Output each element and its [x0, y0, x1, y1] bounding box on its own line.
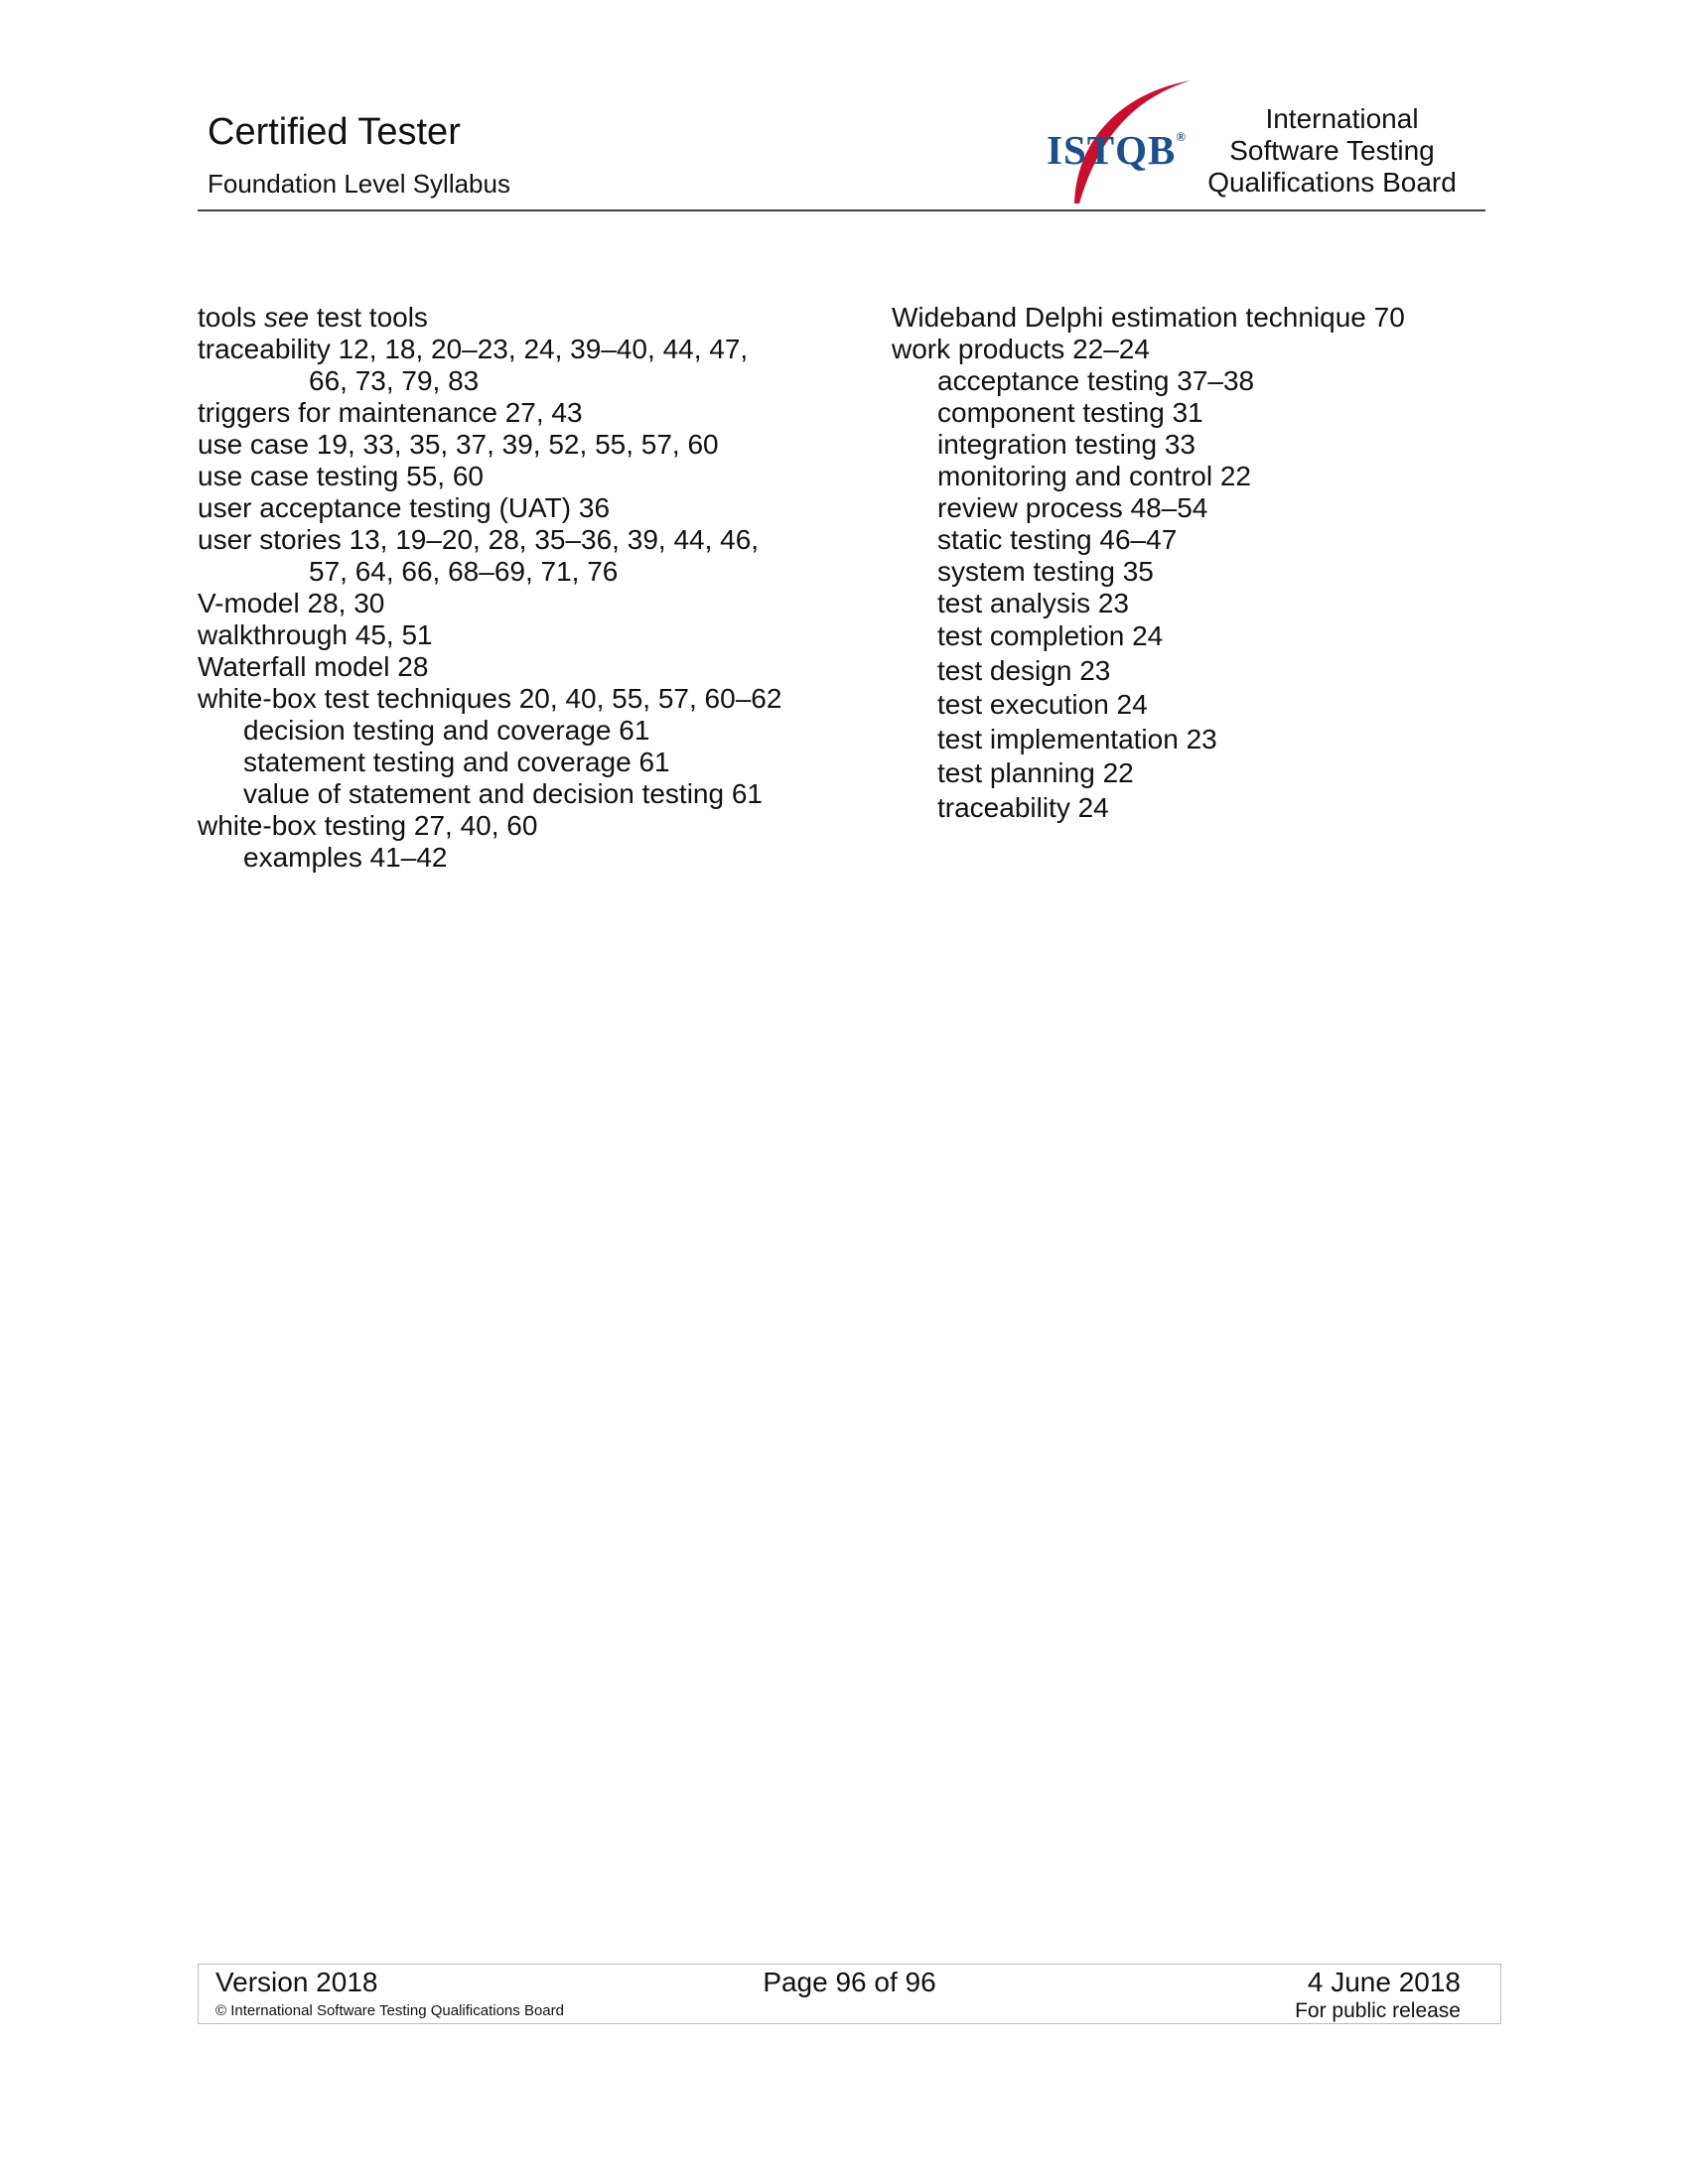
index-entry-text: triggers for maintenance 27, 43 [198, 397, 583, 428]
index-subentry: test completion 24 [937, 620, 1164, 651]
index-entry-text: decision testing and coverage 61 [243, 715, 650, 746]
index-entry-text: Waterfall model 28 [198, 651, 429, 682]
index-subentry: test implementation 23 [937, 723, 1217, 754]
index-entry [198, 619, 813, 651]
index-subentry [198, 778, 813, 810]
index-subentry: acceptance testing 37–38 [937, 365, 1255, 396]
index-subentry [198, 747, 813, 778]
index-subentry [198, 842, 813, 874]
index-subentry [198, 715, 813, 747]
index-entry-text: tools [198, 302, 264, 333]
index-subentry: monitoring and control 22 [937, 461, 1251, 491]
index-entry [198, 461, 813, 492]
index-subentry: review process 48–54 [937, 492, 1208, 523]
footer-date: 4 June 2018 [1307, 1967, 1461, 1997]
index-entry [198, 492, 813, 524]
index-subentry: test analysis 23 [937, 588, 1129, 618]
page-header [198, 69, 1485, 211]
index-entry-text: user stories 13, 19–20, 28, 35–36, 39, 44, 46, [198, 524, 760, 555]
index-entry [198, 588, 813, 619]
index-entry [198, 683, 813, 715]
org-line: Qualifications Board [1207, 167, 1457, 198]
index-entry [198, 429, 813, 461]
index-subentry: system testing 35 [937, 556, 1154, 587]
index-entry-text: V-model 28, 30 [198, 588, 385, 618]
index-entry-text: use case testing 55, 60 [198, 461, 484, 491]
index-entry-text: user acceptance testing (UAT) 36 [198, 492, 611, 523]
org-line: International [1265, 103, 1419, 134]
index-entry: work products 22–24 [892, 334, 1150, 364]
index-subentry: test design 23 [937, 654, 1111, 686]
index-entry-text: examples 41–42 [243, 842, 448, 873]
footer-copyright: © International Software Testing Qualifications Board [215, 2002, 564, 2019]
index-entry-text: walkthrough 45, 51 [198, 619, 433, 650]
index-subentry: test planning 22 [937, 757, 1134, 788]
index-entry-continuation: 66, 73, 79, 83 [309, 365, 480, 396]
footer-version: Version 2018 [215, 1967, 378, 1997]
istqb-logo [1047, 74, 1191, 205]
index-entry [198, 810, 813, 842]
index-entry [198, 397, 813, 429]
registered-mark: ® [1176, 129, 1188, 144]
index-entry [198, 524, 813, 588]
logo-text: ISTQB [1047, 127, 1177, 173]
index-cross-reference: see [263, 302, 310, 333]
index-entry-continuation: 57, 64, 66, 68–69, 71, 76 [309, 556, 619, 587]
footer-page-number: Page 96 of 96 [763, 1967, 936, 1997]
index-subentry: traceability 24 [937, 791, 1109, 823]
org-line: Software Testing [1229, 135, 1435, 166]
index-subentry: test execution 24 [937, 689, 1148, 720]
index-entry-text: white-box testing 27, 40, 60 [198, 810, 538, 841]
index-entry-text: statement testing and coverage 61 [243, 747, 670, 777]
index-entry-text: use case 19, 33, 35, 37, 39, 52, 55, 57, 60 [198, 429, 719, 460]
index-entry-text: test tools [309, 302, 428, 333]
document-subtitle: Foundation Level Syllabus [208, 169, 510, 199]
index-subentry: integration testing 33 [937, 429, 1196, 460]
footer-release: For public release [1295, 1999, 1461, 2022]
index-entry: Wideband Delphi estimation technique 70 [892, 302, 1405, 333]
index-entry [198, 651, 813, 683]
index-column-left [198, 302, 813, 874]
index-entry [198, 334, 813, 397]
index-column-right [892, 302, 1487, 825]
document-title: Certified Tester [208, 111, 461, 153]
index-subentry: component testing 31 [937, 397, 1203, 428]
page-footer [198, 1964, 1501, 2024]
index-entry-text: traceability 12, 18, 20–23, 24, 39–40, 44, 47, [198, 334, 749, 364]
index-entry [198, 302, 813, 334]
index-entry-text: value of statement and decision testing 61 [243, 778, 764, 809]
index-subentry: static testing 46–47 [937, 524, 1178, 555]
organization-name [1191, 103, 1474, 199]
index-entry-text: white-box test techniques 20, 40, 55, 57, 60–62 [198, 683, 782, 714]
